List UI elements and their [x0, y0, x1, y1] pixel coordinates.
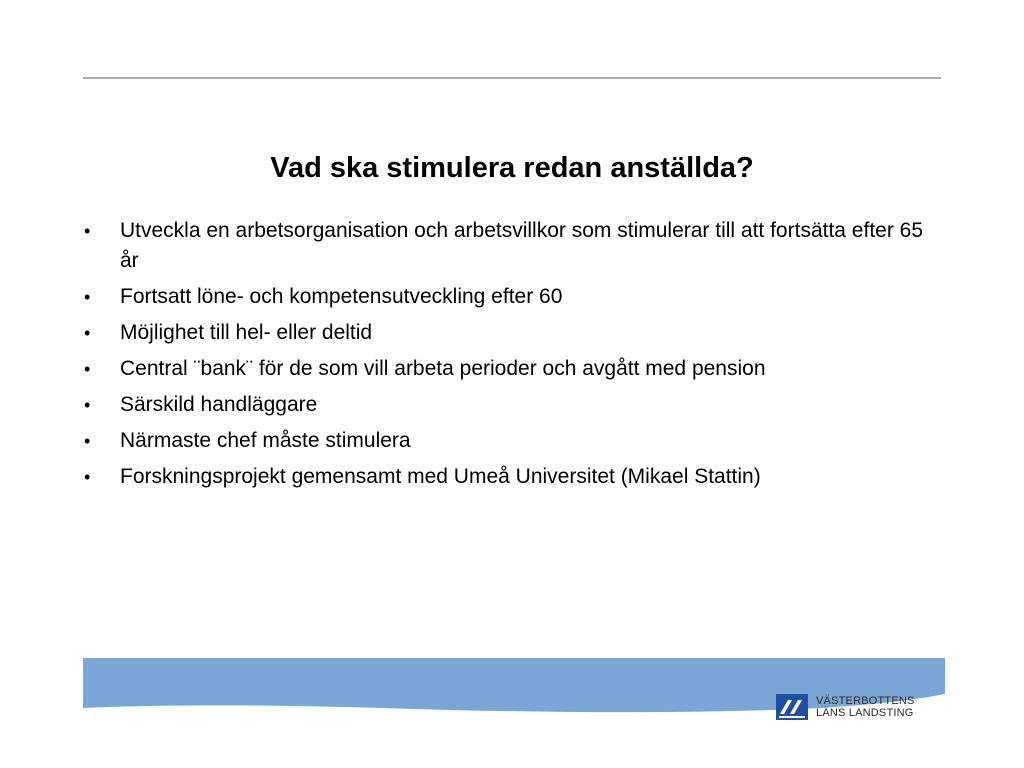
- bullet-icon: •: [84, 221, 91, 241]
- bullet-item: [84, 426, 934, 456]
- organization-logo: [776, 690, 926, 724]
- logo-mark-icon: [776, 694, 808, 720]
- logo-text: [816, 695, 915, 719]
- bullet-icon: •: [84, 359, 91, 379]
- bullet-text: Fortsatt löne- och kompetensutveckling efter 60: [120, 285, 563, 308]
- logo-line-1: VÄSTERBOTTENS: [816, 695, 915, 707]
- bullet-list: [84, 216, 934, 498]
- top-divider: [83, 77, 941, 79]
- bullet-icon: •: [84, 323, 91, 343]
- bullet-item: [84, 462, 934, 492]
- bullet-icon: •: [84, 287, 91, 307]
- bullet-icon: •: [84, 467, 91, 487]
- bullet-item: [84, 318, 934, 348]
- bullet-text: Central ¨bank¨ för de som vill arbeta perioder och avgått med pension: [120, 357, 766, 380]
- bullet-item: [84, 282, 934, 312]
- bullet-text: Möjlighet till hel- eller deltid: [120, 321, 373, 344]
- bullet-item: [84, 216, 934, 276]
- bullet-text: Utveckla en arbetsorganisation och arbetsvillkor som stimulerar till att fortsätta efter 65 år: [120, 219, 924, 272]
- bullet-text: Forskningsprojekt gemensamt med Umeå Universitet (Mikael Stattin): [120, 465, 761, 488]
- bullet-item: [84, 390, 934, 420]
- bullet-item: [84, 354, 934, 384]
- bullet-text: Särskild handläggare: [120, 393, 318, 416]
- logo-line-2: LÄNS LANDSTING: [816, 707, 914, 719]
- bullet-text: Närmaste chef måste stimulera: [120, 429, 411, 452]
- bullet-icon: •: [84, 431, 91, 451]
- bullet-icon: •: [84, 395, 91, 415]
- slide-title: Vad ska stimulera redan anställda?: [270, 152, 754, 184]
